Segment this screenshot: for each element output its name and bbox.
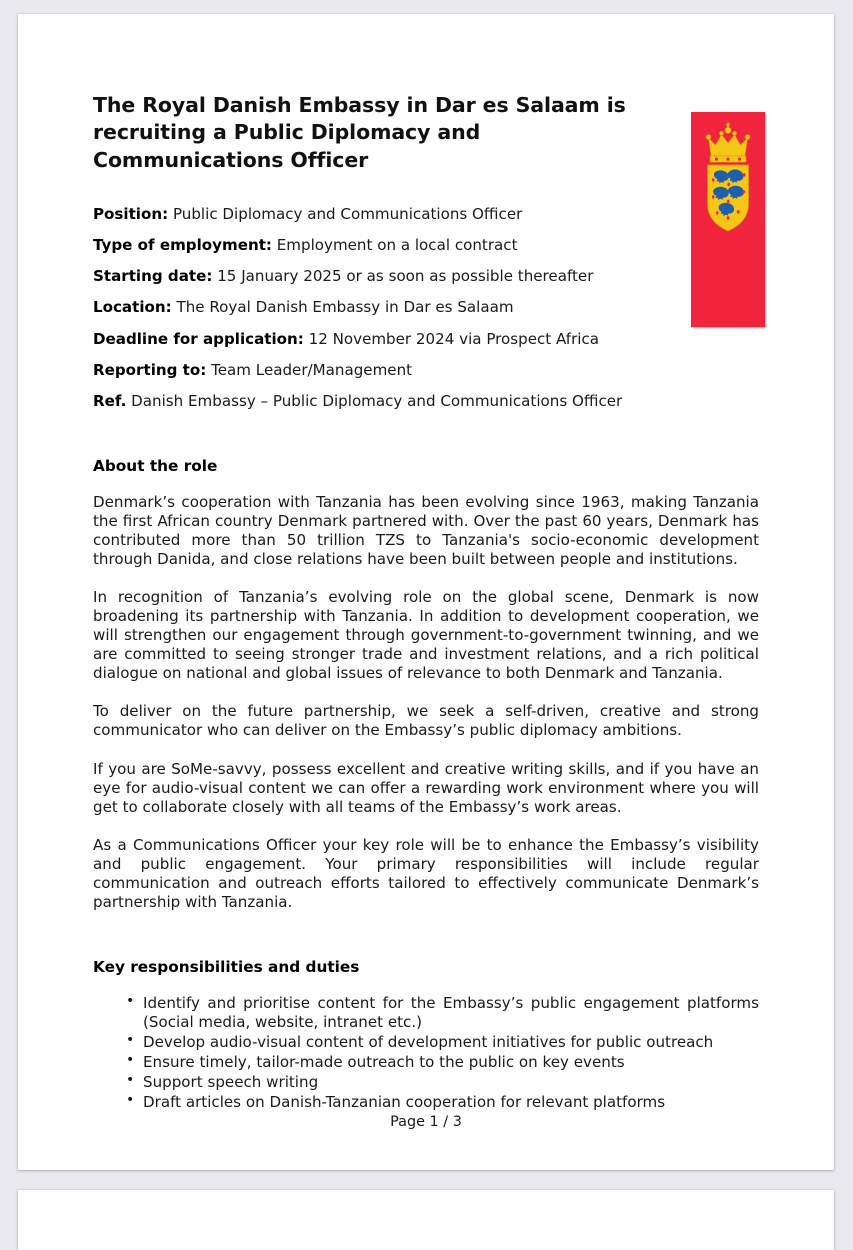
document-header	[93, 92, 759, 411]
detail-value: Employment on a local contract	[276, 235, 518, 254]
about-paragraph: In recognition of Tanzania’s evolving role on the global scene, Denmark is now broadening its partnership with Tanzania. In addition to development cooperation, we will strengthen our engagement through government-to-government twinning, and we are committed to seeing stronger trade and investment relations, and a rich political dialogue on national and global issues of relevance to both Denmark and Tanzania.	[93, 587, 759, 683]
about-paragraph: Denmark’s cooperation with Tanzania has been evolving since 1963, making Tanzania the first African country Denmark partnered with. Over the past 60 years, Denmark has contributed more than 50 trillion TZS to Tanzania's socio-economic development through Danida, and close relations have been built between people and institutions.	[93, 492, 759, 568]
detail-value: Team Leader/Management	[211, 360, 413, 379]
detail-label: Type of employment:	[93, 235, 272, 254]
detail-label: Ref.	[93, 391, 127, 410]
page-content	[93, 92, 759, 1130]
key-responsibilities-heading: Key responsibilities and duties	[93, 958, 360, 977]
detail-value: 12 November 2024 via Prospect Africa	[308, 329, 600, 348]
list-item: • Draft articles on Danish-Tanzanian cooperation for relevant platforms	[143, 1093, 759, 1112]
detail-value: The Royal Danish Embassy in Dar es Salaam	[176, 298, 514, 317]
about-paragraph: If you are SoMe-savvy, possess excellent and creative writing skills, and if you have an eye for audio-visual content we can offer a rewarding work environment where you will get to collaborate closely with all teams of the Embassy’s work areas.	[93, 759, 759, 816]
detail-ref	[93, 392, 668, 411]
detail-starting-date	[93, 267, 668, 286]
list-item: • Identify and prioritise content for the Embassy’s public engagement platforms (Social media, website, intranet etc.)	[143, 994, 759, 1032]
responsibilities-list	[93, 994, 759, 1112]
list-item: • Ensure timely, tailor-made outreach to the public on key events	[143, 1053, 759, 1072]
detail-label: Starting date:	[93, 267, 213, 286]
detail-location	[93, 298, 668, 317]
detail-label: Reporting to:	[93, 360, 207, 379]
detail-type-of-employment	[93, 236, 668, 255]
detail-value: 15 January 2025 or as soon as possible thereafter	[217, 267, 594, 286]
about-the-role-heading: About the role	[93, 456, 218, 475]
detail-deadline	[93, 330, 668, 349]
page-title: The Royal Danish Embassy in Dar es Salaam is recruiting a Public Diplomacy and Communications Officer	[93, 93, 626, 172]
about-paragraph: To deliver on the future partnership, we seek a self-driven, creative and strong communicator who can deliver on the Embassy’s public diplomacy ambitions.	[93, 702, 759, 740]
detail-label: Position:	[93, 204, 169, 223]
detail-position	[93, 205, 668, 224]
about-paragraph: As a Communications Officer your key role will be to enhance the Embassy’s visibility and public engagement. Your primary responsibilities will include regular communication and outreach efforts tailored to effectively communicate Denmark’s partnership with Tanzania.	[93, 835, 759, 911]
list-item: • Develop audio-visual content of development initiatives for public outreach	[143, 1033, 759, 1052]
royal-danish-coat-of-arms-icon	[691, 112, 765, 327]
detail-label: Deadline for application:	[93, 329, 304, 348]
detail-value: Public Diplomacy and Communications Officer	[172, 204, 523, 223]
detail-value: Danish Embassy – Public Diplomacy and Communications Officer	[131, 391, 623, 410]
job-details-list	[93, 205, 668, 411]
page-indicator: Page 1 / 3	[390, 1114, 462, 1130]
document-page-2	[18, 1190, 834, 1250]
list-item: • Support speech writing	[143, 1073, 759, 1092]
detail-reporting-to	[93, 361, 668, 380]
document-page-1	[18, 14, 834, 1170]
detail-label: Location:	[93, 298, 172, 317]
